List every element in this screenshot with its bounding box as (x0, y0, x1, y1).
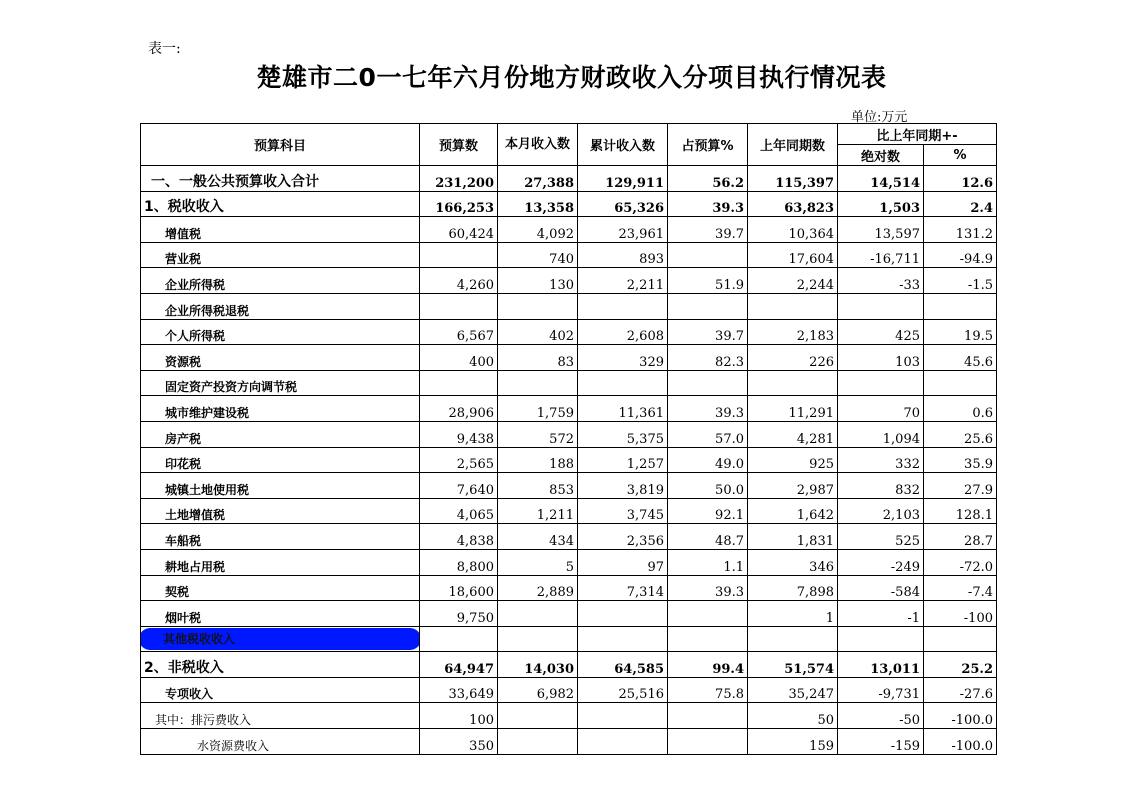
cell-name: 烟叶税 (141, 601, 420, 627)
header-pct-budget: 占预算% (668, 124, 748, 166)
header-last-year: 上年同期数 (748, 124, 838, 166)
cell-name: 城镇土地使用税 (141, 473, 420, 499)
cell-budget: 6,567 (420, 319, 498, 345)
cell-pct-budget (668, 729, 748, 755)
cell-month: 4,092 (498, 217, 578, 243)
cell-pct-budget: 39.7 (668, 319, 748, 345)
table-row (141, 293, 997, 319)
table-row (141, 345, 997, 371)
selected-cell-highlight[interactable]: 其他税收收入 (141, 628, 420, 651)
cell-pct: 2.4 (924, 191, 997, 217)
cell-cumulative: 893 (578, 242, 668, 268)
cell-absolute: -50 (838, 703, 924, 729)
cell-month (498, 293, 578, 319)
cell-pct: 45.6 (924, 345, 997, 371)
cell-month: 1,759 (498, 396, 578, 422)
cell-budget: 350 (420, 729, 498, 755)
cell-absolute: 103 (838, 345, 924, 371)
cell-month (498, 703, 578, 729)
cell-last-year (748, 626, 838, 652)
cell-pct-budget (668, 293, 748, 319)
cell-cumulative: 23,961 (578, 217, 668, 243)
cell-month (498, 626, 578, 652)
cell-last-year: 925 (748, 447, 838, 473)
cell-cumulative: 1,257 (578, 447, 668, 473)
cell-absolute: -249 (838, 549, 924, 575)
table-row (141, 447, 997, 473)
cell-month: 1,211 (498, 498, 578, 524)
cell-cumulative (578, 703, 668, 729)
cell-cumulative: 25,516 (578, 677, 668, 703)
cell-pct: 28.7 (924, 524, 997, 550)
cell-pct-budget: 39.7 (668, 217, 748, 243)
cell-pct-budget: 39.3 (668, 575, 748, 601)
cell-cumulative (578, 626, 668, 652)
cell-budget (420, 242, 498, 268)
cell-last-year: 2,183 (748, 319, 838, 345)
cell-pct: -7.4 (924, 575, 997, 601)
cell-pct-budget: 51.9 (668, 268, 748, 294)
table-row (141, 370, 997, 396)
cell-name: 契税 (141, 575, 420, 601)
table-row (141, 703, 997, 729)
table-row (141, 549, 997, 575)
table-row (141, 242, 997, 268)
table-row (141, 268, 997, 294)
cell-name[interactable] (141, 626, 420, 652)
cell-last-year: 115,397 (748, 166, 838, 192)
table-row (141, 319, 997, 345)
cell-pct-budget (668, 626, 748, 652)
cell-absolute (838, 626, 924, 652)
cell-last-year: 50 (748, 703, 838, 729)
cell-cumulative: 5,375 (578, 421, 668, 447)
cell-pct-budget (668, 703, 748, 729)
cell-budget: 60,424 (420, 217, 498, 243)
cell-name: 其中：排污费收入 (141, 703, 420, 729)
cell-last-year: 2,244 (748, 268, 838, 294)
cell-last-year: 226 (748, 345, 838, 371)
cell-budget: 9,750 (420, 601, 498, 627)
cell-cumulative (578, 729, 668, 755)
cell-name: 水资源费收入 (141, 729, 420, 755)
cell-month: 14,030 (498, 652, 578, 678)
cell-name: 资源税 (141, 345, 420, 371)
cell-last-year: 1,642 (748, 498, 838, 524)
cell-absolute (838, 293, 924, 319)
cell-pct: 0.6 (924, 396, 997, 422)
cell-absolute: 2,103 (838, 498, 924, 524)
cell-budget: 231,200 (420, 166, 498, 192)
cell-cumulative: 11,361 (578, 396, 668, 422)
cell-pct-budget: 50.0 (668, 473, 748, 499)
cell-pct: -100.0 (924, 729, 997, 755)
cell-pct-budget: 39.3 (668, 396, 748, 422)
cell-cumulative: 3,819 (578, 473, 668, 499)
table-row (141, 729, 997, 755)
table-row (141, 191, 997, 217)
header-cumulative: 累计收入数 (578, 124, 668, 166)
cell-budget: 18,600 (420, 575, 498, 601)
cell-name: 增值税 (141, 217, 420, 243)
cell-name: 专项收入 (141, 677, 420, 703)
cell-pct: -94.9 (924, 242, 997, 268)
table-row (141, 498, 997, 524)
cell-absolute: -584 (838, 575, 924, 601)
cell-budget: 166,253 (420, 191, 498, 217)
cell-name: 土地增值税 (141, 498, 420, 524)
cell-name: 2、非税收入 (141, 652, 420, 678)
cell-absolute: 832 (838, 473, 924, 499)
cell-budget: 9,438 (420, 421, 498, 447)
cell-month: 2,889 (498, 575, 578, 601)
header-compare: 比上年同期+- (838, 124, 997, 145)
cell-last-year: 1,831 (748, 524, 838, 550)
header-pct: % (924, 145, 997, 166)
cell-budget: 33,649 (420, 677, 498, 703)
cell-absolute: 70 (838, 396, 924, 422)
cell-month: 5 (498, 549, 578, 575)
page-title: 楚雄市二0一七年六月份地方财政收入分项目执行情况表 (256, 63, 887, 92)
cell-name: 企业所得税 (141, 268, 420, 294)
cell-last-year: 63,823 (748, 191, 838, 217)
cell-name: 一、一般公共预算收入合计 (141, 166, 420, 192)
cell-last-year: 10,364 (748, 217, 838, 243)
table-row (141, 524, 997, 550)
cell-cumulative: 129,911 (578, 166, 668, 192)
table-row (141, 421, 997, 447)
table-row (141, 652, 997, 678)
cell-budget (420, 293, 498, 319)
cell-pct (924, 626, 997, 652)
cell-pct-budget: 49.0 (668, 447, 748, 473)
cell-cumulative (578, 601, 668, 627)
cell-cumulative: 329 (578, 345, 668, 371)
cell-last-year: 7,898 (748, 575, 838, 601)
cell-name: 房产税 (141, 421, 420, 447)
cell-last-year: 11,291 (748, 396, 838, 422)
cell-month (498, 729, 578, 755)
cell-absolute: 13,597 (838, 217, 924, 243)
cell-budget: 2,565 (420, 447, 498, 473)
cell-pct-budget: 99.4 (668, 652, 748, 678)
table-row (141, 601, 997, 627)
cell-budget: 400 (420, 345, 498, 371)
cell-pct: -27.6 (924, 677, 997, 703)
cell-cumulative (578, 370, 668, 396)
cell-absolute: 425 (838, 319, 924, 345)
cell-absolute (838, 370, 924, 396)
cell-name: 印花税 (141, 447, 420, 473)
cell-last-year (748, 370, 838, 396)
cell-last-year: 1 (748, 601, 838, 627)
table-body (141, 166, 997, 755)
cell-pct: 19.5 (924, 319, 997, 345)
cell-pct: -72.0 (924, 549, 997, 575)
unit-label: 单位:万元 (851, 110, 908, 125)
cell-month (498, 370, 578, 396)
table-label: 表一: (148, 41, 181, 57)
cell-pct (924, 293, 997, 319)
table-row (141, 166, 997, 192)
cell-last-year: 17,604 (748, 242, 838, 268)
cell-month: 27,388 (498, 166, 578, 192)
cell-month: 83 (498, 345, 578, 371)
cell-month (498, 601, 578, 627)
cell-budget (420, 626, 498, 652)
cell-absolute: 14,514 (838, 166, 924, 192)
cell-month: 853 (498, 473, 578, 499)
cell-pct-budget: 48.7 (668, 524, 748, 550)
cell-last-year: 35,247 (748, 677, 838, 703)
cell-cumulative: 2,356 (578, 524, 668, 550)
cell-name: 企业所得税退税 (141, 293, 420, 319)
cell-name: 固定资产投资方向调节税 (141, 370, 420, 396)
header-budget: 预算数 (420, 124, 498, 166)
cell-pct: 128.1 (924, 498, 997, 524)
table-row (141, 396, 997, 422)
cell-absolute: 332 (838, 447, 924, 473)
cell-budget: 4,260 (420, 268, 498, 294)
cell-pct-budget: 75.8 (668, 677, 748, 703)
cell-pct: -1.5 (924, 268, 997, 294)
table-row (141, 626, 997, 652)
header-absolute: 绝对数 (838, 145, 924, 166)
cell-month: 6,982 (498, 677, 578, 703)
cell-last-year: 4,281 (748, 421, 838, 447)
cell-absolute: 1,094 (838, 421, 924, 447)
cell-last-year: 2,987 (748, 473, 838, 499)
cell-pct (924, 370, 997, 396)
cell-cumulative: 2,608 (578, 319, 668, 345)
cell-budget: 64,947 (420, 652, 498, 678)
cell-pct-budget (668, 242, 748, 268)
cell-absolute: -9,731 (838, 677, 924, 703)
cell-pct-budget: 82.3 (668, 345, 748, 371)
cell-last-year: 346 (748, 549, 838, 575)
cell-pct: 25.6 (924, 421, 997, 447)
cell-pct-budget: 56.2 (668, 166, 748, 192)
cell-cumulative: 97 (578, 549, 668, 575)
cell-cumulative: 3,745 (578, 498, 668, 524)
cell-absolute: 525 (838, 524, 924, 550)
cell-budget (420, 370, 498, 396)
cell-budget: 7,640 (420, 473, 498, 499)
cell-budget: 8,800 (420, 549, 498, 575)
cell-cumulative: 7,314 (578, 575, 668, 601)
cell-budget: 100 (420, 703, 498, 729)
cell-name: 营业税 (141, 242, 420, 268)
table-row (141, 217, 997, 243)
cell-pct-budget: 57.0 (668, 421, 748, 447)
cell-month: 13,358 (498, 191, 578, 217)
cell-name: 车船税 (141, 524, 420, 550)
table-row (141, 677, 997, 703)
cell-pct: 25.2 (924, 652, 997, 678)
cell-last-year (748, 293, 838, 319)
cell-last-year: 159 (748, 729, 838, 755)
cell-cumulative (578, 293, 668, 319)
cell-pct: 12.6 (924, 166, 997, 192)
cell-month: 402 (498, 319, 578, 345)
cell-cumulative: 64,585 (578, 652, 668, 678)
cell-pct-budget: 92.1 (668, 498, 748, 524)
cell-absolute: -33 (838, 268, 924, 294)
cell-pct: -100 (924, 601, 997, 627)
cell-pct: 131.2 (924, 217, 997, 243)
cell-pct-budget: 39.3 (668, 191, 748, 217)
cell-cumulative: 2,211 (578, 268, 668, 294)
cell-name: 1、税收收入 (141, 191, 420, 217)
cell-absolute: 1,503 (838, 191, 924, 217)
cell-month: 572 (498, 421, 578, 447)
cell-pct: 35.9 (924, 447, 997, 473)
cell-absolute: -16,711 (838, 242, 924, 268)
cell-name: 耕地占用税 (141, 549, 420, 575)
cell-pct-budget (668, 601, 748, 627)
cell-month: 188 (498, 447, 578, 473)
table-row (141, 575, 997, 601)
cell-month: 434 (498, 524, 578, 550)
table-row (141, 473, 997, 499)
cell-pct: -100.0 (924, 703, 997, 729)
revenue-table (140, 123, 997, 755)
header-month: 本月收入数 (498, 124, 578, 166)
cell-pct-budget (668, 370, 748, 396)
cell-budget: 4,065 (420, 498, 498, 524)
cell-pct-budget: 1.1 (668, 549, 748, 575)
cell-month: 740 (498, 242, 578, 268)
cell-budget: 4,838 (420, 524, 498, 550)
cell-last-year: 51,574 (748, 652, 838, 678)
cell-absolute: -1 (838, 601, 924, 627)
cell-month: 130 (498, 268, 578, 294)
cell-budget: 28,906 (420, 396, 498, 422)
header-subject: 预算科目 (141, 124, 420, 166)
cell-name: 城市维护建设税 (141, 396, 420, 422)
cell-cumulative: 65,326 (578, 191, 668, 217)
cell-pct: 27.9 (924, 473, 997, 499)
cell-absolute: 13,011 (838, 652, 924, 678)
cell-name: 个人所得税 (141, 319, 420, 345)
cell-absolute: -159 (838, 729, 924, 755)
